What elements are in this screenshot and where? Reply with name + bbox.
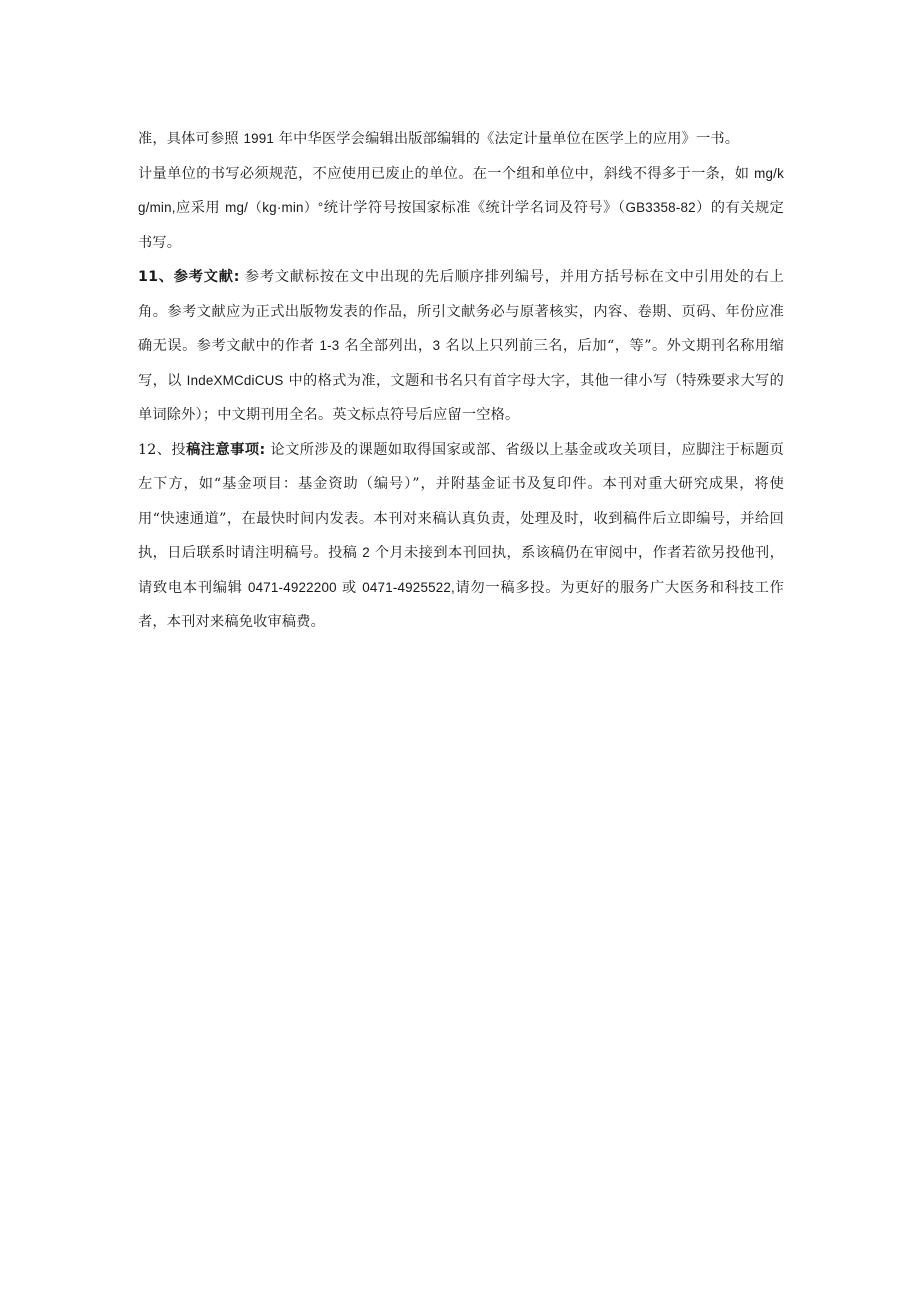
text-run: 年中华医学会编辑出版部编辑的《法定计量单位在医学上的应用》一书。 (274, 131, 740, 147)
text-run: 论文所涉及的课题如取得国家或部、省级以上基金或攻关项目，应脚注于标题页左下方，如“基金项目：基金资助（编号）”，并附基金证书及复印件。本刊对重大研究成果，将使用“快速通道”，在最快时间内发表。本刊对来稿认真负责，处理及时，收到稿件后立即编号，并给回执，日后联系时请注明稿号。投稿 (138, 441, 785, 561)
text-run-latin: mg/kg/min, (138, 165, 784, 215)
text-run-latin: IndeXMCdiCUS (186, 372, 284, 388)
text-run: 参考文献标按在文中出现的先后顺序排列编号，并用方括号标在文中引用处的右上角。参考文献应为正式出版物发表的作品，所引文献务必与原著核实，内容、卷期、页码、年份应准确无误。参考文献中的作者 (138, 269, 784, 354)
text-run-latin: mg/（kg·min）° (225, 200, 324, 215)
text-run-latin: 1-3 (319, 338, 340, 353)
paragraph-references (138, 260, 784, 433)
text-run: 名以上只列前三名，后加“，等”。外文期刊名称用缩写，以 (138, 338, 784, 389)
text-run-latin: 2 (362, 545, 370, 560)
text-run-latin: GB3358-82 (625, 200, 696, 215)
paragraph-submission-notes (138, 433, 784, 640)
text-run: 请勿一稿多投。为更好的服务广大医务和科技工作者，本刊对来稿免收审稿费。 (138, 579, 784, 630)
phone-number: 0471-4922200 (247, 579, 337, 595)
text-run: ）的有关规定书写。 (138, 200, 785, 251)
paragraph-units-writing (138, 157, 784, 261)
section-heading-references: 11、参考文献: (138, 269, 240, 285)
text-run: 统计学符号按国家标准《统计学名词及符号》（ (323, 200, 626, 216)
text-run: 中的格式为准，文题和书名只有首字母大字，其他一律小写（特殊要求大写的单词除外）；中文期刊用全名。英文标点符号后应留一空格。 (138, 372, 785, 423)
text-run: 个月未接到本刊回执，系该稿仍在审阅中，作者若欲另投他刊，请致电本刊编辑 (138, 545, 785, 596)
section-heading-prefix: 12、投 (138, 441, 187, 458)
section-heading-submission: 稿注意事项: (186, 441, 266, 458)
text-run-latin: 1991 (243, 131, 275, 146)
text-run: 名全部列出， (339, 338, 433, 354)
text-run: 计量单位的书写必须规范，不应使用已废止的单位。在一个组和单位中，斜线不得多于一条，如 (138, 165, 755, 182)
text-run: 应采用 (175, 200, 226, 216)
text-run-latin: 3 (432, 338, 441, 353)
text-run: 或 (336, 579, 363, 596)
phone-number: 0471-4925522, (362, 579, 455, 595)
document-body (138, 122, 784, 640)
paragraph-units-reference (138, 122, 784, 157)
text-run: 准，具体可参照 (138, 131, 244, 147)
